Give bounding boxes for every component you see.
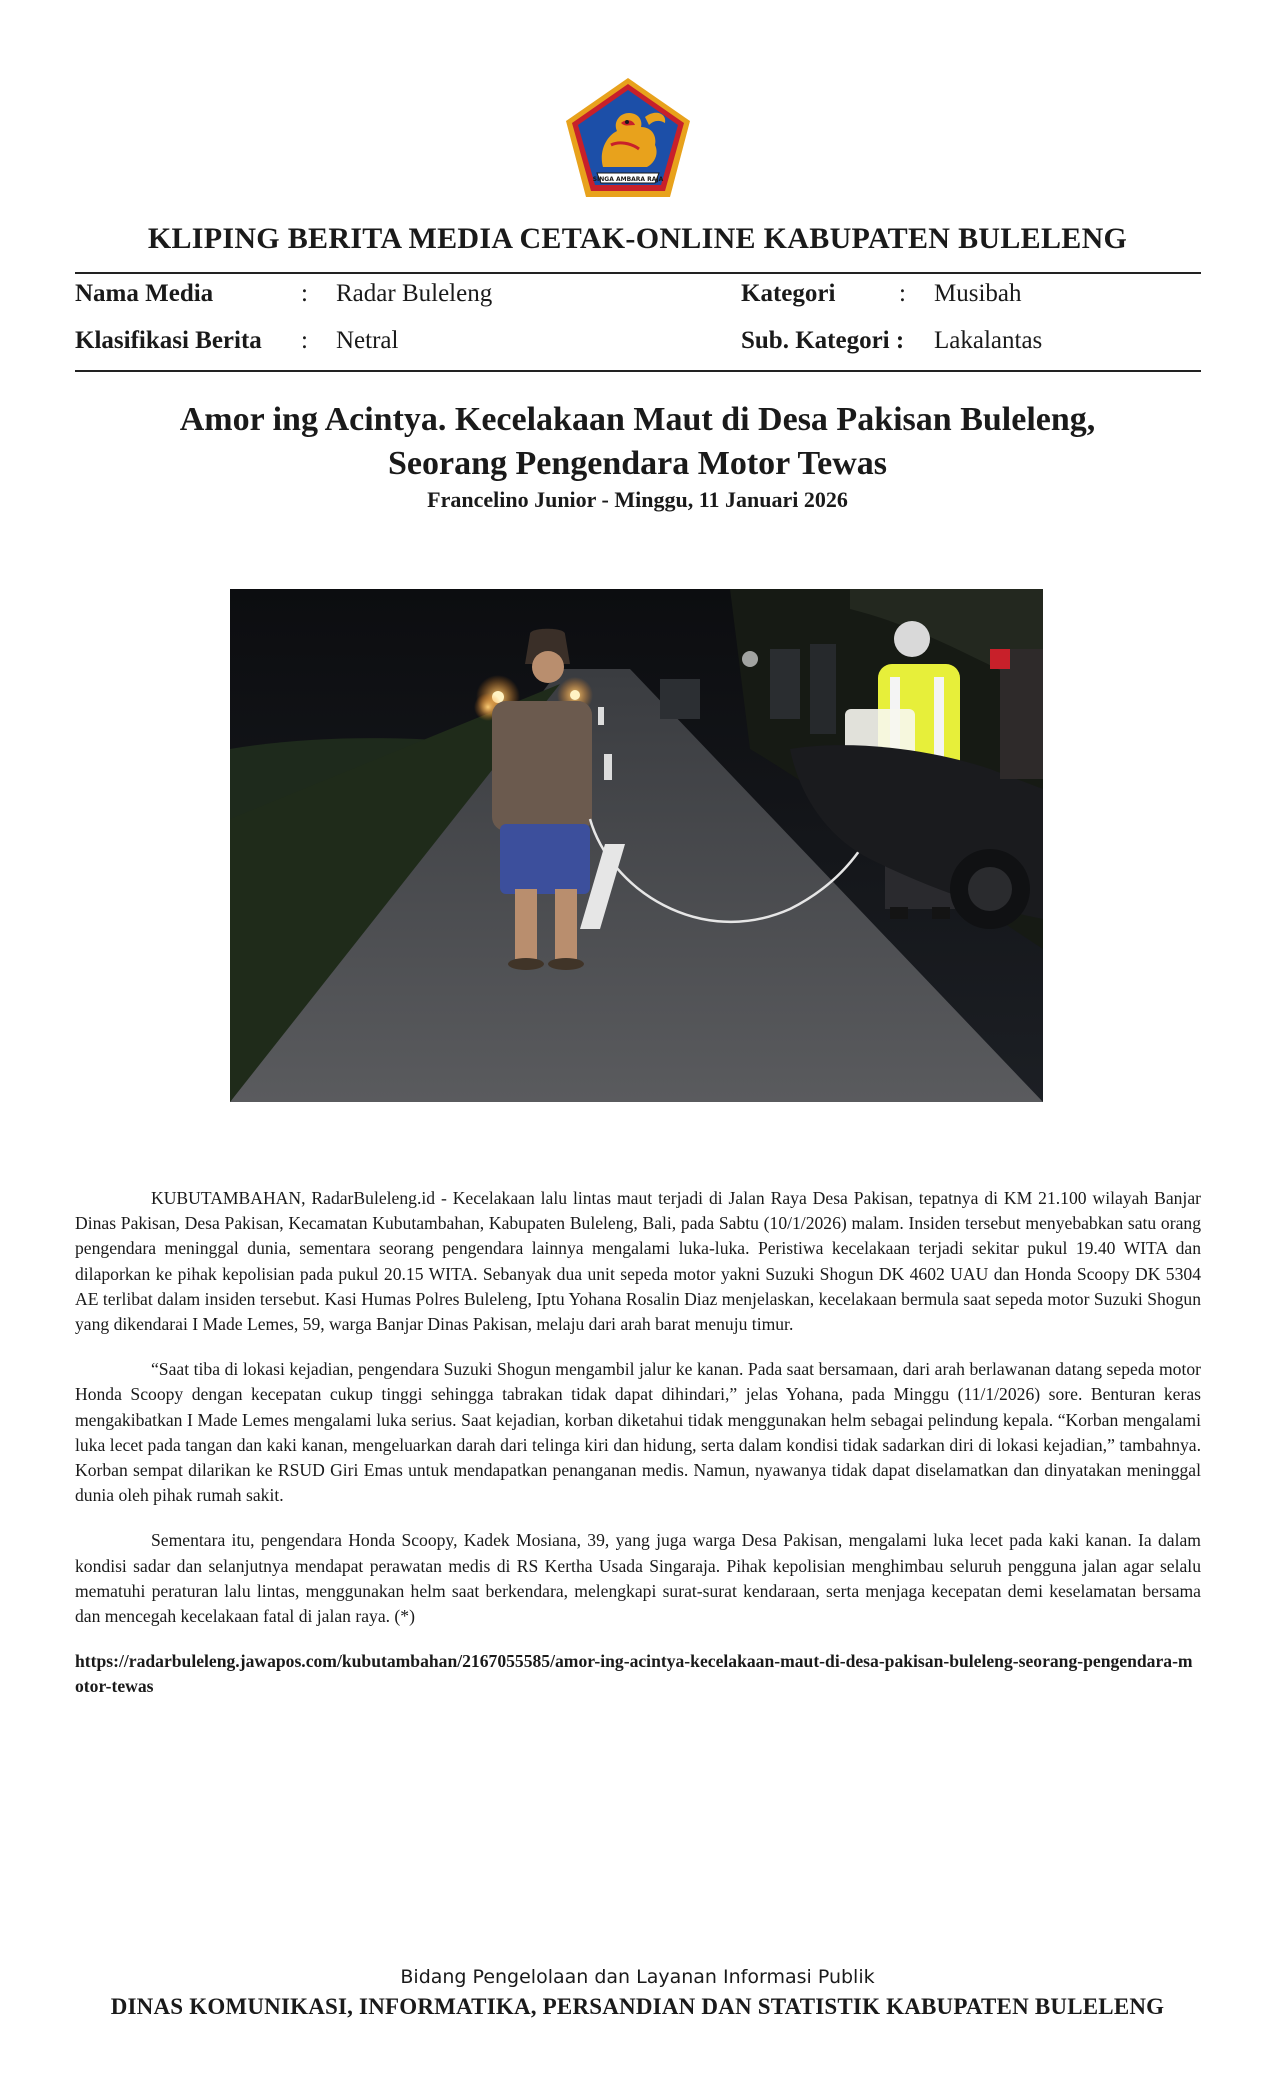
article-paragraph-3: Sementara itu, pengendara Honda Scoopy, Kadek Mosiana, 39, yang juga warga Desa Pakisan, mengalami luka lecet pada kaki kanan. Ia dalam kondisi sadar dan selanjutnya mendapat perawatan medis di RS Kertha Usada Singaraja. Pihak kepolisian menghimbau seluruh pengguna jalan agar selalu mematuhi peraturan lalu lintas, menggunakan helm saat berkendara, melengkapi surat-surat kendaraan, serta menjaga kecepatan demi keselamatan bersama dan mencegah kecelakaan fatal di jalan raya. (*) (75, 1530, 1201, 1627)
subkategori-label: Sub. Kategori : (741, 327, 905, 354)
article-title (0, 398, 1275, 486)
klasifikasi-separator: : (301, 327, 308, 354)
article-byline: Francelino Junior - Minggu, 11 Januari 2026 (427, 487, 848, 512)
article-title-line-1: Amor ing Acintya. Kecelakaan Maut di Desa Pakisan Buleleng, (179, 401, 1096, 438)
source-url-link[interactable]: https://radarbuleleng.jawapos.com/kubutambahan/2167055585/amor-ing-acintya-kecelakaan-maut-di-desa-pakisan-buleleng-seorang-pengendara-motor-tewas (75, 1651, 1193, 1697)
article-paragraph-2: “Saat tiba di lokasi kejadian, pengendara Suzuki Shogun mengambil jalur ke kanan. Pada saat bersamaan, dari arah berlawanan datang sepeda motor Honda Scoopy dengan kecepatan cukup tinggi sehingga tabrakan tidak dapat dihindari,” jelas Yohana, pada Minggu (11/1/2026) sore. Benturan keras mengakibatkan I Made Lemes mengalami luka serius. Saat kejadian, korban diketahui tidak menggunakan helm sebagai pelindung kepala. “Korban mengalami luka lecet pada tangan dan kaki kanan, mengeluarkan darah dari telinga kiri dan hidung, serta dalam kondisi tidak sadarkan diri di lokasi kejadian,” tambahnya. Korban sempat dilarikan ke RSUD Giri Emas untuk mendapatkan penanganan medis. Namun, nyawanya tidak dapat diselamatkan dan dinyatakan meninggal dunia oleh pihak rumah sakit. (75, 1359, 1201, 1506)
footer-division: Bidang Pengelolaan dan Layanan Informasi Publik (400, 1966, 875, 1988)
kategori-separator: : (899, 280, 906, 307)
clipping-header-title: KLIPING BERITA MEDIA CETAK-ONLINE KABUPATEN BULELENG (147, 222, 1128, 255)
media-value: Radar Buleleng (336, 280, 493, 307)
kategori-value: Musibah (934, 280, 1022, 307)
buleleng-emblem-logo (563, 75, 693, 200)
news-photo (230, 589, 1043, 1102)
article-body (75, 1186, 1201, 1699)
klasifikasi-label: Klasifikasi Berita (75, 327, 262, 354)
accident-scene-illustration (230, 589, 1043, 1102)
article-paragraph-1: KUBUTAMBAHAN, RadarBuleleng.id - Kecelakaan lalu lintas maut terjadi di Jalan Raya Desa Pakisan, tepatnya di KM 21.100 wilayah Banjar Dinas Pakisan, Desa Pakisan, Kecamatan Kubutambahan, Kabupaten Buleleng, Bali, pada Sabtu (10/1/2026) malam. Insiden tersebut menyebabkan satu orang pengendara meninggal dunia, sementara seorang pengendara lainnya mengalami luka-luka. Peristiwa kecelakaan terjadi sekitar pukul 19.40 WITA dan dilaporkan ke pihak kepolisian pada pukul 20.15 WITA. Sebanyak dua unit sepeda motor yakni Suzuki Shogun DK 4602 UAU dan Honda Scoopy DK 5304 AE terlibat dalam insiden tersebut. Kasi Humas Polres Buleleng, Iptu Yohana Rosalin Diaz menjelaskan, kecelakaan bermula saat sepeda motor Suzuki Shogun yang dikendarai I Made Lemes, 59, warga Banjar Dinas Pakisan, melaju dari arah barat menuju timur. (75, 1188, 1201, 1335)
media-label: Nama Media (75, 280, 214, 307)
logo-motto: SINGA AMBARA RAJA (592, 176, 664, 183)
meta-row-1 (75, 280, 1201, 314)
klasifikasi-value: Netral (336, 327, 399, 354)
header-top-rule (75, 272, 1201, 274)
meta-row-2 (75, 327, 1201, 361)
header-bottom-rule (75, 370, 1201, 372)
article-title-line-2: Seorang Pengendara Motor Tewas (388, 445, 887, 482)
footer-agency: DINAS KOMUNIKASI, INFORMATIKA, PERSANDIAN DAN STATISTIK KABUPATEN BULELENG (110, 1994, 1165, 2019)
subkategori-value: Lakalantas (934, 327, 1043, 354)
kategori-label: Kategori (741, 280, 836, 307)
media-separator: : (301, 280, 308, 307)
